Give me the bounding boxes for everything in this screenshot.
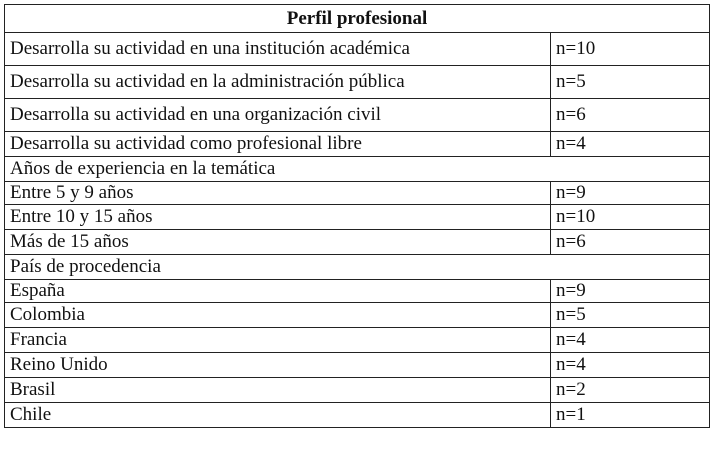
table-row [5, 182, 710, 205]
row-label: Francia [5, 328, 551, 353]
table-row [5, 378, 710, 403]
section-row-country [5, 255, 710, 280]
section-heading-country: País de procedencia [5, 255, 710, 280]
row-label: Entre 10 y 15 años [5, 205, 551, 230]
row-label: Más de 15 años [5, 230, 551, 255]
table-row [5, 280, 710, 303]
row-label: Reino Unido [5, 353, 551, 378]
table-row [5, 99, 710, 132]
table-row [5, 230, 710, 255]
table-row [5, 353, 710, 378]
row-value: n=6 [551, 230, 710, 255]
row-value: n=4 [551, 328, 710, 353]
table-header-row [5, 5, 710, 33]
profile-table [4, 4, 710, 428]
row-value: n=9 [551, 182, 710, 205]
row-label: Entre 5 y 9 años [5, 182, 551, 205]
row-value: n=4 [551, 132, 710, 157]
table-row [5, 66, 710, 99]
table-row [5, 303, 710, 328]
row-value: n=6 [551, 99, 710, 132]
table-title: Perfil profesional [5, 5, 710, 33]
row-label: Brasil [5, 378, 551, 403]
row-value: n=1 [551, 403, 710, 428]
row-label: Desarrolla su actividad en la administración pública [5, 66, 551, 99]
row-label: Desarrolla su actividad como profesional libre [5, 132, 551, 157]
section-heading-experience: Años de experiencia en la temática [5, 157, 710, 182]
row-label: Chile [5, 403, 551, 428]
row-value: n=5 [551, 303, 710, 328]
row-label: Desarrolla su actividad en una organización civil [5, 99, 551, 132]
row-label: Colombia [5, 303, 551, 328]
section-row-experience [5, 157, 710, 182]
table-row [5, 403, 710, 428]
row-value: n=4 [551, 353, 710, 378]
row-value: n=10 [551, 33, 710, 66]
row-label: Desarrolla su actividad en una institución académica [5, 33, 551, 66]
table-row [5, 33, 710, 66]
row-value: n=2 [551, 378, 710, 403]
row-value: n=10 [551, 205, 710, 230]
row-value: n=9 [551, 280, 710, 303]
table-row [5, 132, 710, 157]
table-row [5, 205, 710, 230]
table-row [5, 328, 710, 353]
row-label: España [5, 280, 551, 303]
row-value: n=5 [551, 66, 710, 99]
